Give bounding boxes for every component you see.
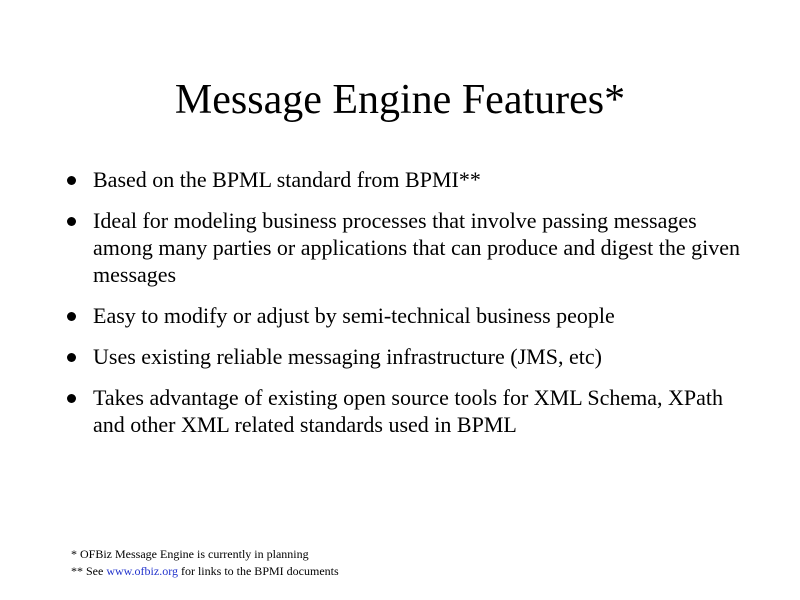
footnote-suffix: for links to the BPMI documents — [177, 564, 339, 578]
bullet-dot-icon — [67, 394, 76, 403]
footnote-planning: * OFBiz Message Engine is currently in planning — [71, 547, 309, 561]
bullet-item — [64, 302, 744, 329]
bullet-dot-icon — [67, 217, 76, 226]
bullet-item — [64, 207, 744, 288]
bullet-text: Ideal for modeling business processes that involve passing messages among many parties or applications that can produce and digest the given messages — [93, 208, 740, 287]
bullet-text: Easy to modify or adjust by semi-technical business people — [93, 303, 615, 328]
footnotes — [71, 546, 339, 580]
bullet-text: Based on the BPML standard from BPMI** — [93, 167, 481, 192]
bullet-text: Uses existing reliable messaging infrastructure (JMS, etc) — [93, 344, 602, 369]
bullet-item — [64, 166, 744, 193]
ofbiz-link[interactable]: www.ofbiz.org — [106, 564, 178, 578]
bullet-item — [64, 384, 744, 438]
footnote-bpmi-links — [71, 563, 339, 580]
footnote-prefix: ** See — [71, 564, 107, 578]
bullet-dot-icon — [67, 176, 76, 185]
bullet-dot-icon — [67, 353, 76, 362]
bullet-item — [64, 343, 744, 370]
bullet-text: Takes advantage of existing open source tools for XML Schema, XPath and other XML related standards used in BPML — [93, 385, 723, 437]
bullet-dot-icon — [67, 312, 76, 321]
bullet-list — [64, 166, 744, 452]
slide-title: Message Engine Features* — [174, 77, 626, 123]
